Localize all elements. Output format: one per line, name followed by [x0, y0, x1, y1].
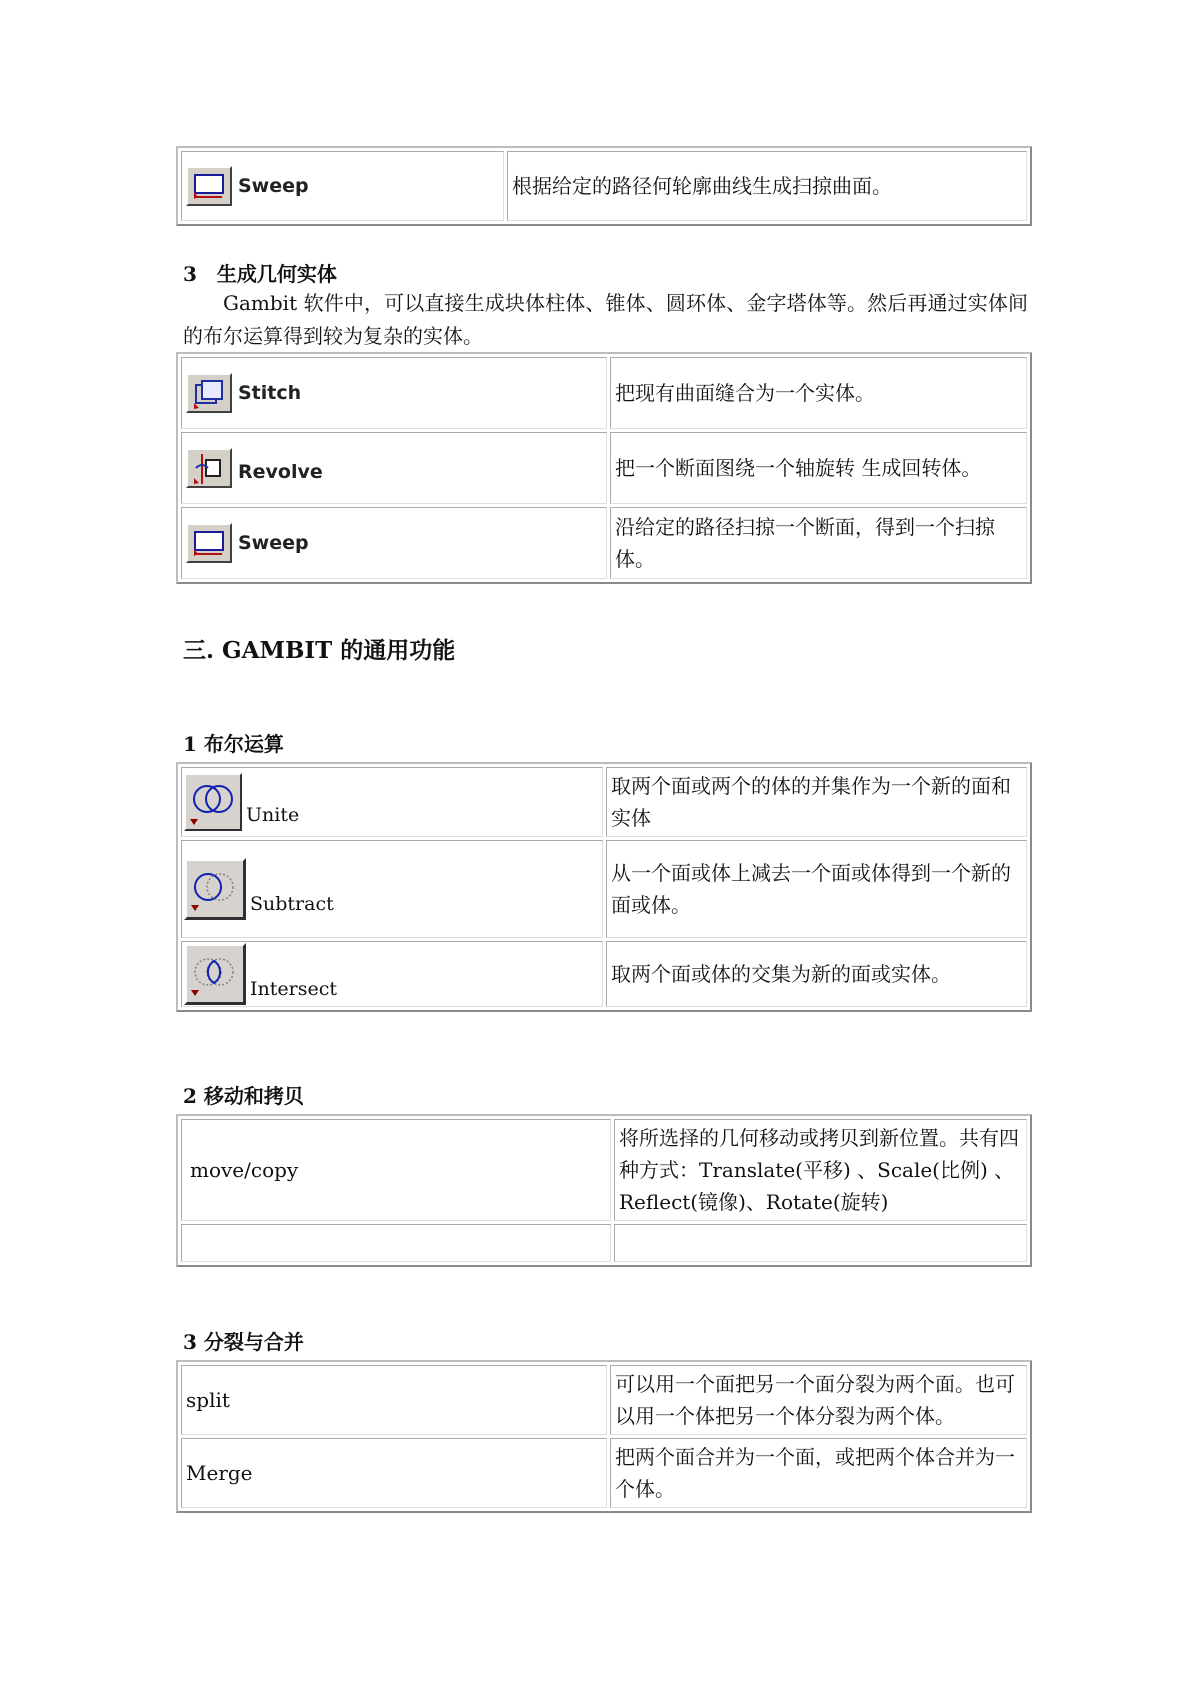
section-paragraph — [183, 287, 1028, 353]
sweep-icon — [186, 523, 232, 563]
move-table — [176, 1114, 1032, 1267]
description-cell: 沿给定的路径扫掠一个断面，得到一个扫掠体。 — [610, 507, 1027, 579]
description-cell: 从一个面或体上减去一个面或体得到一个新的面或体。 — [606, 840, 1027, 938]
move-heading: 2 移动和拷贝 — [183, 1084, 304, 1108]
boolean-heading: 1 布尔运算 — [183, 732, 284, 756]
icon-cell — [181, 432, 607, 504]
sweep-label: Sweep — [238, 175, 309, 197]
table-row — [181, 1224, 1027, 1262]
icon-cell — [181, 840, 603, 938]
table-row — [181, 357, 1027, 429]
description-cell: 取两个面或两个的体的并集作为一个新的面和实体 — [606, 767, 1027, 837]
table-row — [181, 507, 1027, 579]
revolve-icon — [186, 448, 232, 488]
split-heading: 3 分裂与合并 — [183, 1330, 304, 1354]
revolve-label: Revolve — [238, 461, 323, 483]
split-table — [176, 1360, 1032, 1513]
stitch-label: Stitch — [238, 382, 302, 404]
intersect-label: Intersect — [250, 978, 337, 1000]
intersect-icon — [184, 943, 246, 1005]
icon-cell — [181, 357, 607, 429]
label-cell — [181, 1224, 611, 1262]
table-row — [181, 767, 1027, 837]
section-paragraph-text: Gambit 软件中，可以直接生成块体柱体、锥体、圆环体、金字塔体等。然后再通过实体间的布尔运算得到较为复杂的实体。 — [183, 291, 1028, 348]
icon-cell — [181, 767, 603, 837]
table-row — [181, 840, 1027, 938]
sweep-face-table — [176, 146, 1032, 226]
icon-cell — [181, 941, 603, 1007]
icon-cell — [181, 151, 504, 221]
sweep-label: Sweep — [238, 532, 309, 554]
description-cell: 可以用一个面把另一个面分裂为两个面。也可以用一个体把另一个体分裂为两个体。 — [610, 1365, 1027, 1435]
solid-table — [176, 352, 1032, 584]
icon-cell — [181, 507, 607, 579]
table-row — [181, 151, 1027, 221]
main-heading: 三. GAMBIT 的通用功能 — [183, 637, 456, 664]
description-cell: 根据给定的路径何轮廓曲线生成扫掠曲面。 — [507, 151, 1027, 221]
subtract-label: Subtract — [250, 893, 334, 915]
table-row — [181, 432, 1027, 504]
label-cell: split — [181, 1365, 607, 1435]
sweep-icon — [186, 166, 232, 206]
label-cell: move/copy — [181, 1119, 611, 1221]
table-row — [181, 1438, 1027, 1508]
stitch-icon — [186, 373, 232, 413]
description-cell — [614, 1224, 1027, 1262]
section-heading: 3 生成几何实体 — [183, 262, 337, 286]
description-cell: 取两个面或体的交集为新的面或实体。 — [606, 941, 1027, 1007]
unite-icon — [184, 773, 242, 831]
table-row — [181, 941, 1027, 1007]
boolean-table — [176, 762, 1032, 1012]
description-cell: 把现有曲面缝合为一个实体。 — [610, 357, 1027, 429]
label-cell: Merge — [181, 1438, 607, 1508]
table-row — [181, 1119, 1027, 1221]
unite-label: Unite — [246, 804, 300, 826]
subtract-icon — [184, 858, 246, 920]
description-cell: 将所选择的几何移动或拷贝到新位置。共有四种方式：Translate(平移) 、Scale(比例) 、Reflect(镜像)、Rotate(旋转) — [614, 1119, 1027, 1221]
description-cell: 把一个断面图绕一个轴旋转 生成回转体。 — [610, 432, 1027, 504]
description-cell: 把两个面合并为一个面，或把两个体合并为一个体。 — [610, 1438, 1027, 1508]
table-row — [181, 1365, 1027, 1435]
